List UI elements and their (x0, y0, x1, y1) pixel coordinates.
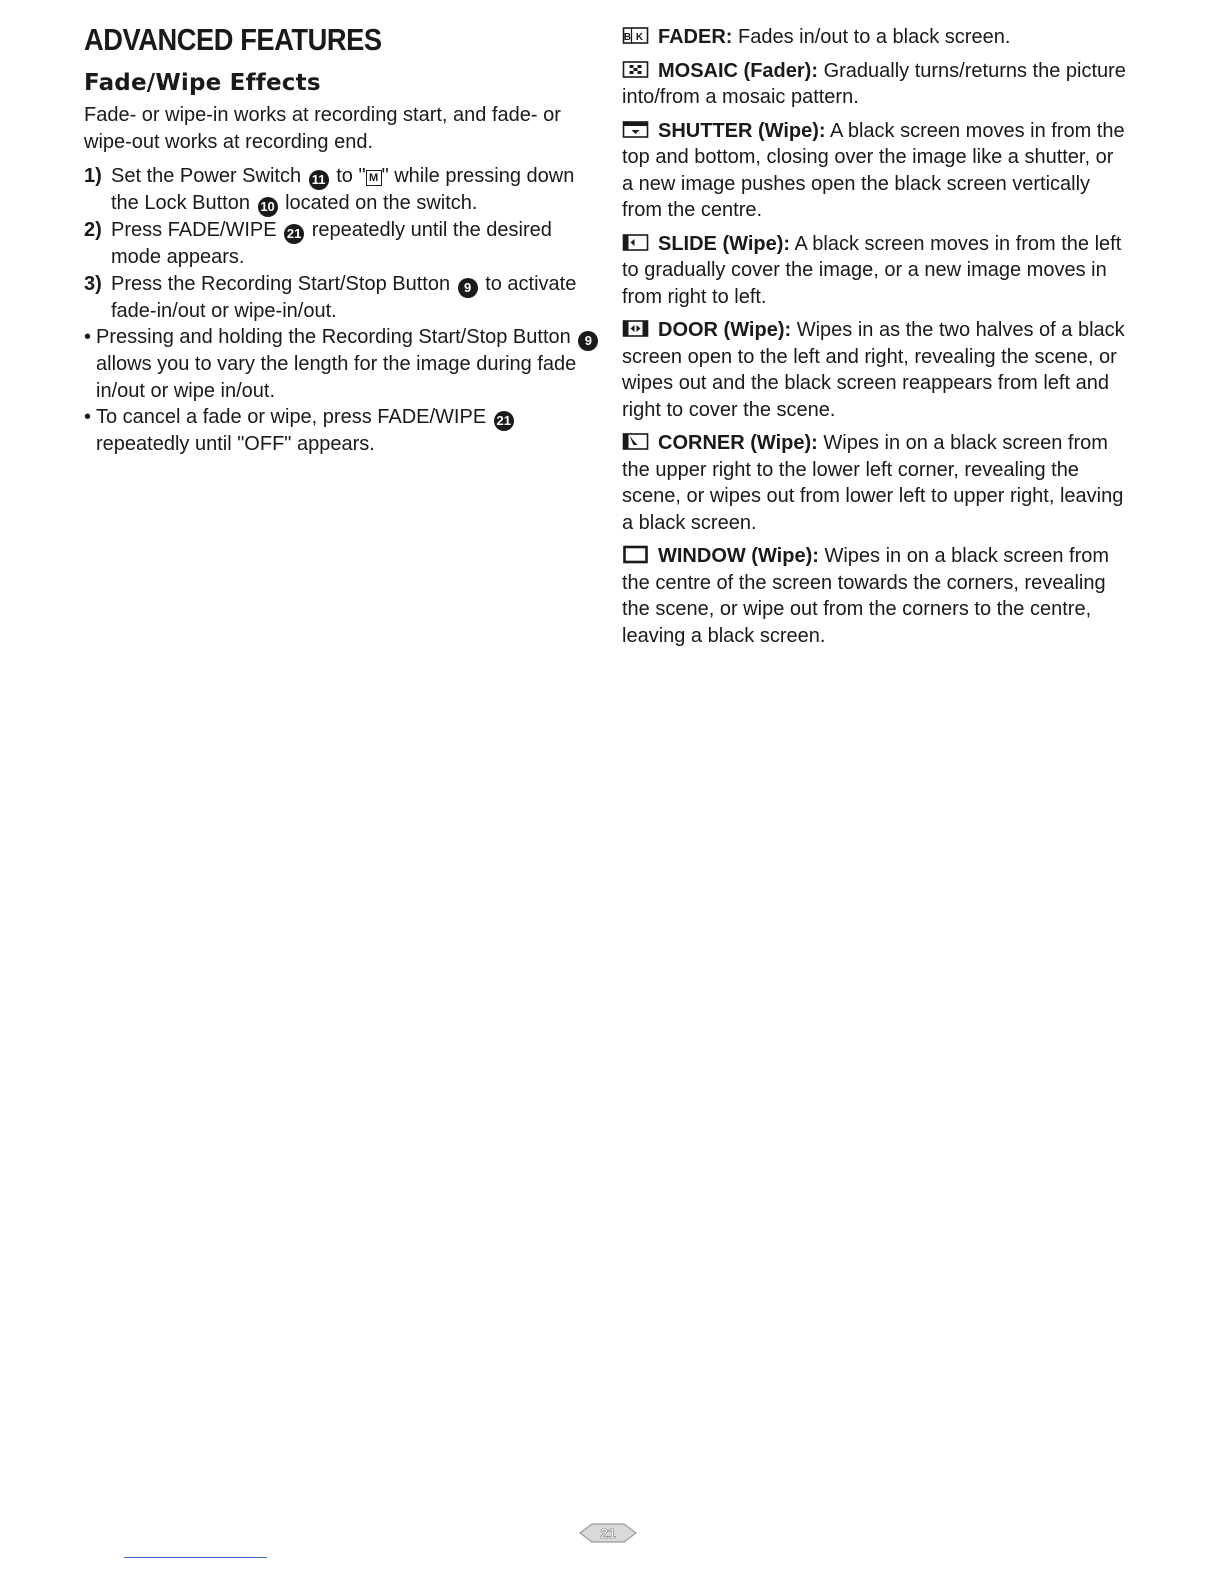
page-number-ornament-icon (578, 1521, 638, 1545)
effect-name: CORNER (Wipe): (658, 432, 818, 454)
effect-entry (622, 231, 1128, 311)
step-number: 1) (84, 165, 102, 187)
step-item (84, 217, 604, 271)
corner-icon (622, 432, 649, 451)
bullet-icon: • (84, 406, 92, 428)
text-run: Press the Recording Start/Stop Button (111, 272, 456, 295)
effect-name: SLIDE (Wipe): (658, 232, 791, 255)
circled-number-icon: 21 (494, 411, 514, 431)
shutter-icon (622, 120, 649, 139)
bullet-icon: • (84, 326, 92, 348)
text-run: Set the Power Switch (111, 165, 307, 187)
circled-number-icon: 10 (258, 197, 278, 217)
effect-name: FADER: (658, 26, 733, 48)
text-run: " while pressing down the Lock Button (111, 165, 575, 214)
effect-entry (622, 58, 1128, 111)
effect-entry (622, 543, 1128, 649)
left-column (84, 22, 604, 458)
step-item (84, 163, 604, 217)
text-run: to " (330, 165, 366, 187)
text-run: Press FADE/WIPE (111, 219, 283, 241)
effect-description: Gradually turns/returns the picture into/from a mosaic pattern. (622, 59, 1126, 108)
note-item (84, 324, 604, 404)
effect-description: Wipes in as the two halves of a black screen open to the left and right, revealing the scene, or wipes out and the black screen reappears from left and right to cover the scene. (622, 319, 1125, 421)
effects-list (622, 24, 1128, 656)
effect-description: Fades in/out to a black screen. (738, 26, 1011, 48)
text-run: Pressing and holding the Recording Start/Stop Button (96, 326, 577, 348)
step-number: 2) (84, 219, 102, 241)
door-icon (622, 319, 649, 338)
mosaic-icon (622, 60, 649, 79)
section-title: Fade/Wipe Effects (84, 70, 321, 96)
effect-name: SHUTTER (Wipe): (658, 119, 826, 142)
text-run: repeatedly until the desired mode appears. (111, 219, 552, 268)
circled-number-icon: 21 (284, 224, 304, 244)
note-item (84, 404, 604, 458)
effect-description: A black screen moves in from the top and bottom, closing over the image like a shutter, or a new image pushes open the black screen vertically from the centre. (622, 119, 1125, 221)
circled-number-icon: 11 (309, 170, 329, 190)
notes-list (84, 324, 604, 458)
page-heading: ADVANCED FEATURES (84, 22, 382, 57)
text-run: To cancel a fade or wipe, press FADE/WIPE (96, 406, 492, 428)
effect-description: Wipes in on a black screen from the centre of the screen towards the corners, revealing the scene, or wipe out from the corners to the centre, leaving a black screen. (622, 545, 1110, 647)
step-item (84, 271, 604, 325)
effect-name: DOOR (Wipe): (658, 319, 792, 341)
circled-number-icon: 9 (578, 331, 598, 351)
svg-text:K: K (635, 32, 644, 43)
effect-description: A black screen moves in from the left to gradually cover the image, or a new image moves in from right to left. (622, 232, 1122, 308)
fader-bk-icon (622, 26, 649, 45)
window-icon (622, 545, 649, 564)
effect-description: Wipes in on a black screen from the upper right to the lower left corner, revealing the scene, or wipes out from lower left to upper right, leaving a black screen. (622, 432, 1124, 534)
effect-entry (622, 430, 1128, 536)
footer-rule (124, 1557, 267, 1558)
effect-name: MOSAIC (Fader): (658, 59, 818, 82)
text-run: to activate fade-in/out or wipe-in/out. (111, 272, 577, 322)
slide-icon (622, 233, 649, 252)
svg-text:B: B (623, 32, 632, 43)
intro-paragraph: Fade- or wipe-in works at recording start, and fade- or wipe-out works at recording end. (84, 104, 561, 153)
effect-name: WINDOW (Wipe): (658, 545, 819, 567)
effect-entry (622, 118, 1128, 224)
step-number: 3) (84, 272, 102, 295)
effect-entry (622, 317, 1128, 423)
text-run: repeatedly until "OFF" appears. (96, 433, 375, 455)
circled-number-icon: 9 (458, 278, 478, 298)
page-number-badge (578, 1521, 638, 1545)
manual-mode-icon: M (366, 170, 382, 186)
effect-entry (622, 24, 1128, 51)
text-run: allows you to vary the length for the image during fade in/out or wipe in/out. (96, 353, 577, 402)
text-run: located on the switch. (279, 192, 478, 214)
steps-list (84, 163, 604, 324)
page-number: 21 (600, 1525, 616, 1541)
